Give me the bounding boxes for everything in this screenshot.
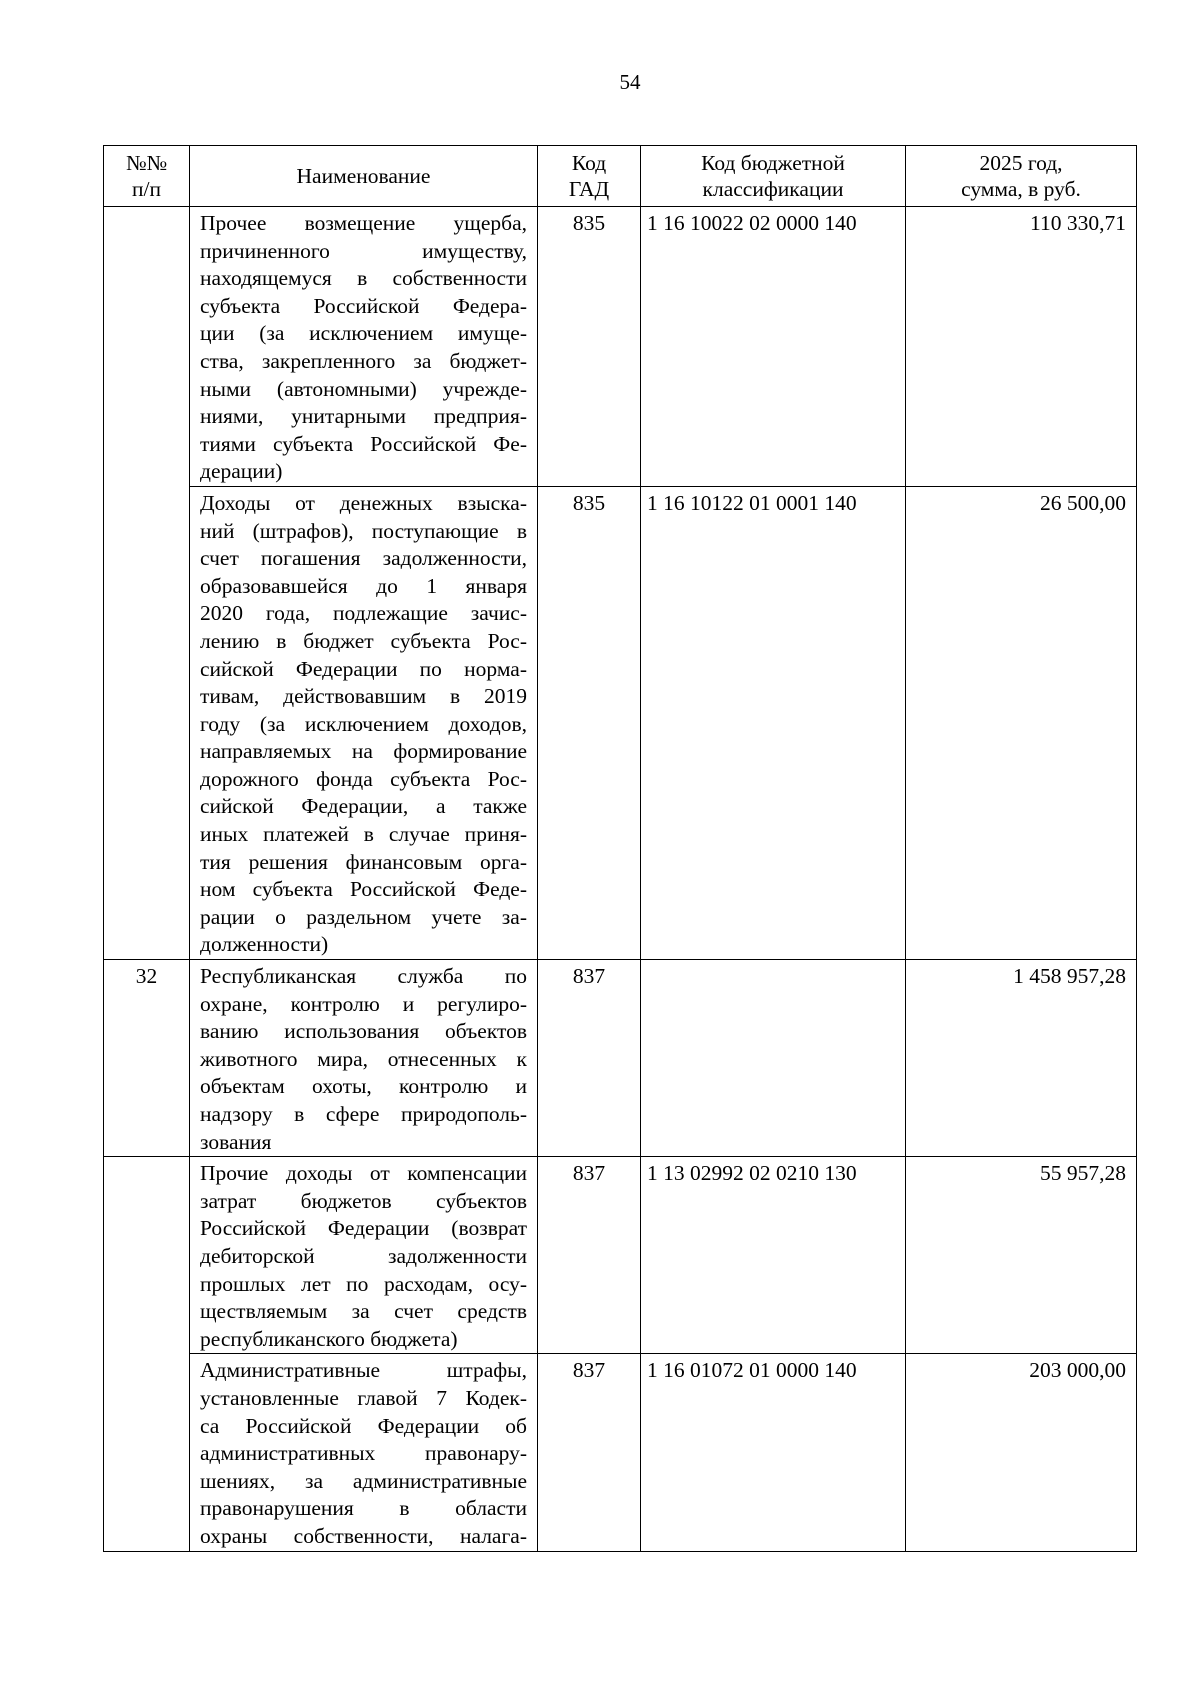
cell-kbk (641, 960, 906, 1157)
name-line: Республиканская служба по (200, 964, 527, 989)
name-line: республиканского бюджета) (200, 1326, 458, 1351)
name-line: ном субъекта Российской Феде- (200, 877, 527, 902)
name-line: Доходы от денежных взыска- (200, 490, 527, 515)
name-line: тивам, действовавшим в 2019 (200, 684, 527, 709)
cell-sum: 55 957,28 (906, 1157, 1137, 1354)
cell-sum: 26 500,00 (906, 486, 1137, 959)
cell-gad: 837 (538, 960, 641, 1157)
table-row (104, 486, 1137, 959)
cell-sum: 203 000,00 (906, 1354, 1137, 1551)
cell-gad: 835 (538, 486, 641, 959)
name-line: охраны собственности, налага- (200, 1523, 527, 1548)
name-line: объектам охоты, контролю и (200, 1074, 527, 1099)
name-line: са Российской Федерации об (200, 1413, 527, 1438)
name-line: правонарушения в области (200, 1496, 527, 1521)
cell-num (104, 1354, 190, 1551)
cell-num (104, 207, 190, 487)
name-line: ниями, унитарными предприя- (200, 404, 527, 429)
name-line: субъекта Российской Федера- (200, 293, 527, 318)
cell-kbk: 1 16 10022 02 0000 140 (641, 207, 906, 487)
name-line: дебиторской задолженности (200, 1243, 527, 1268)
name-line: зования (200, 1129, 272, 1154)
table-row (104, 1157, 1137, 1354)
page-number: 54 (619, 70, 641, 94)
cell-num (104, 1157, 190, 1354)
cell-sum: 1 458 957,28 (906, 960, 1137, 1157)
name-line: счет погашения задолженности, (200, 546, 527, 571)
name-line: находящемуся в собственности (200, 266, 527, 291)
cell-gad: 837 (538, 1354, 641, 1551)
header-kbk: Код бюджетной классификации (641, 146, 906, 207)
name-line: лению в бюджет субъекта Рос- (200, 628, 527, 653)
name-line: образовавшейся до 1 января (200, 573, 527, 598)
cell-kbk: 1 16 01072 01 0000 140 (641, 1354, 906, 1551)
table-row (104, 207, 1137, 487)
cell-kbk: 1 13 02992 02 0210 130 (641, 1157, 906, 1354)
name-line: причиненного имуществу, (200, 238, 527, 263)
name-line: затрат бюджетов субъектов (200, 1188, 527, 1213)
name-line: иных платежей в случае приня- (200, 822, 527, 847)
table-header-row (104, 146, 1137, 207)
header-name: Наименование (190, 146, 538, 207)
name-line: тиями субъекта Российской Фе- (200, 431, 527, 456)
name-line: Административные штрафы, (200, 1358, 527, 1383)
name-line: Российской Федерации (возврат (200, 1216, 527, 1241)
name-line: 2020 года, подлежащие зачис- (200, 601, 527, 626)
name-line: Прочее возмещение ущерба, (200, 211, 527, 235)
revenue-table (103, 145, 1137, 1552)
cell-num: 32 (104, 960, 190, 1157)
name-line: ний (штрафов), поступающие в (200, 518, 527, 543)
name-line: Прочие доходы от компенсации (200, 1161, 527, 1186)
cell-name (190, 1157, 538, 1354)
header-num: №№ п/п (104, 146, 190, 207)
name-line: ванию использования объектов (200, 1019, 527, 1044)
name-line: установленные главой 7 Кодек- (200, 1385, 527, 1410)
name-line: ства, закрепленного за бюджет- (200, 348, 527, 373)
name-line: направляемых на формирование (200, 739, 527, 764)
cell-kbk: 1 16 10122 01 0001 140 (641, 486, 906, 959)
cell-name (190, 207, 538, 487)
name-line: ными (автономными) учрежде- (200, 376, 527, 401)
cell-gad: 837 (538, 1157, 641, 1354)
name-line: дорожного фонда субъекта Рос- (200, 766, 527, 791)
name-line: прошлых лет по расходам, осу- (200, 1271, 527, 1296)
cell-name (190, 486, 538, 959)
name-line: административных правонару- (200, 1441, 527, 1466)
cell-name (190, 960, 538, 1157)
header-gad: Код ГАД (538, 146, 641, 207)
name-line: тия решения финансовым орга- (200, 849, 527, 874)
name-line: шениях, за административные (200, 1468, 527, 1493)
cell-gad: 835 (538, 207, 641, 487)
name-line: дерации) (200, 459, 283, 484)
name-line: ществляемым за счет средств (200, 1299, 527, 1324)
name-line: животного мира, отнесенных к (200, 1046, 527, 1071)
cell-name (190, 1354, 538, 1551)
name-line: рации о раздельном учете за- (200, 904, 527, 929)
cell-num (104, 486, 190, 959)
name-line: ции (за исключением имуще- (200, 321, 527, 346)
name-line: сийской Федерации, а также (200, 794, 527, 819)
table-row (104, 1354, 1137, 1551)
name-line: году (за исключением доходов, (200, 711, 527, 736)
name-line: сийской Федерации по норма- (200, 656, 527, 681)
header-sum: 2025 год, сумма, в руб. (906, 146, 1137, 207)
table-row (104, 960, 1137, 1157)
name-line: надзору в сфере природополь- (200, 1102, 527, 1126)
cell-sum: 110 330,71 (906, 207, 1137, 487)
name-line: долженности) (200, 932, 329, 957)
name-line: охране, контролю и регулиро- (200, 991, 527, 1016)
